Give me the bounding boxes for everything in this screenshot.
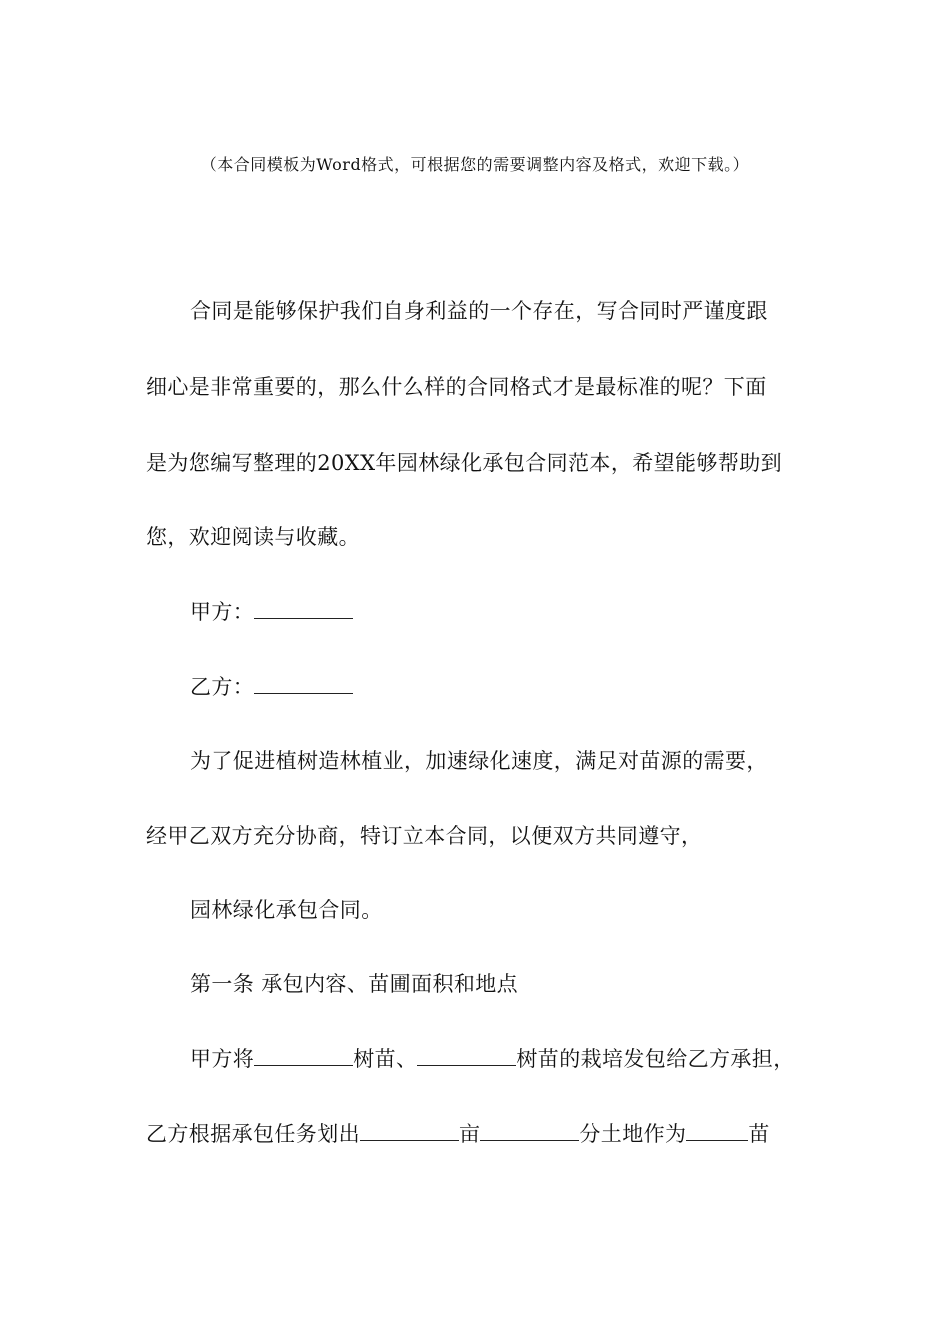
format-note: （本合同模板为Word格式，可根据您的需要调整内容及格式，欢迎下载。） bbox=[200, 155, 750, 174]
article-1-text: 树苗的栽培发包给乙方承担， bbox=[516, 1047, 795, 1071]
contract-title: 园林绿化承包合同。 bbox=[190, 898, 383, 922]
article-1-text: 苗 bbox=[748, 1122, 770, 1146]
tree-type-blank-1 bbox=[254, 1047, 353, 1066]
purpose-line-1: 为了促进植树造林植业，加速绿化速度，满足对苗源的需要， bbox=[190, 749, 768, 773]
tree-type-blank-2 bbox=[417, 1047, 516, 1066]
party-b-line bbox=[190, 674, 353, 700]
intro-line-3: 是为您编写整理的20XX年园林绿化承包合同范本，希望能够帮助到 bbox=[146, 451, 783, 475]
article-1-line-2 bbox=[146, 1121, 770, 1147]
intro-line-4: 您，欢迎阅读与收藏。 bbox=[146, 525, 360, 549]
area-mu-blank bbox=[360, 1122, 459, 1141]
area-fen-blank bbox=[480, 1122, 579, 1141]
article-1-text: 分土地作为 bbox=[579, 1122, 687, 1146]
nursery-blank bbox=[686, 1122, 748, 1141]
intro-line-1: 合同是能够保护我们自身利益的一个存在，写合同时严谨度跟 bbox=[190, 299, 768, 323]
article-1-text: 树苗、 bbox=[353, 1047, 418, 1071]
article-1-line-1 bbox=[190, 1046, 795, 1072]
party-a-line bbox=[190, 599, 353, 625]
article-1-text: 亩 bbox=[459, 1122, 481, 1146]
party-b-blank bbox=[254, 675, 353, 694]
article-1-text: 乙方根据承包任务划出 bbox=[146, 1122, 360, 1146]
article-1-heading: 第一条 承包内容、苗圃面积和地点 bbox=[190, 972, 519, 996]
article-1-text: 甲方将 bbox=[190, 1047, 255, 1071]
intro-line-2: 细心是非常重要的，那么什么样的合同格式才是最标准的呢？下面 bbox=[146, 375, 767, 399]
party-b-label: 乙方： bbox=[190, 675, 255, 699]
party-a-label: 甲方： bbox=[190, 600, 255, 624]
purpose-line-2: 经甲乙双方充分协商，特订立本合同，以便双方共同遵守， bbox=[146, 824, 703, 848]
party-a-blank bbox=[254, 600, 353, 619]
